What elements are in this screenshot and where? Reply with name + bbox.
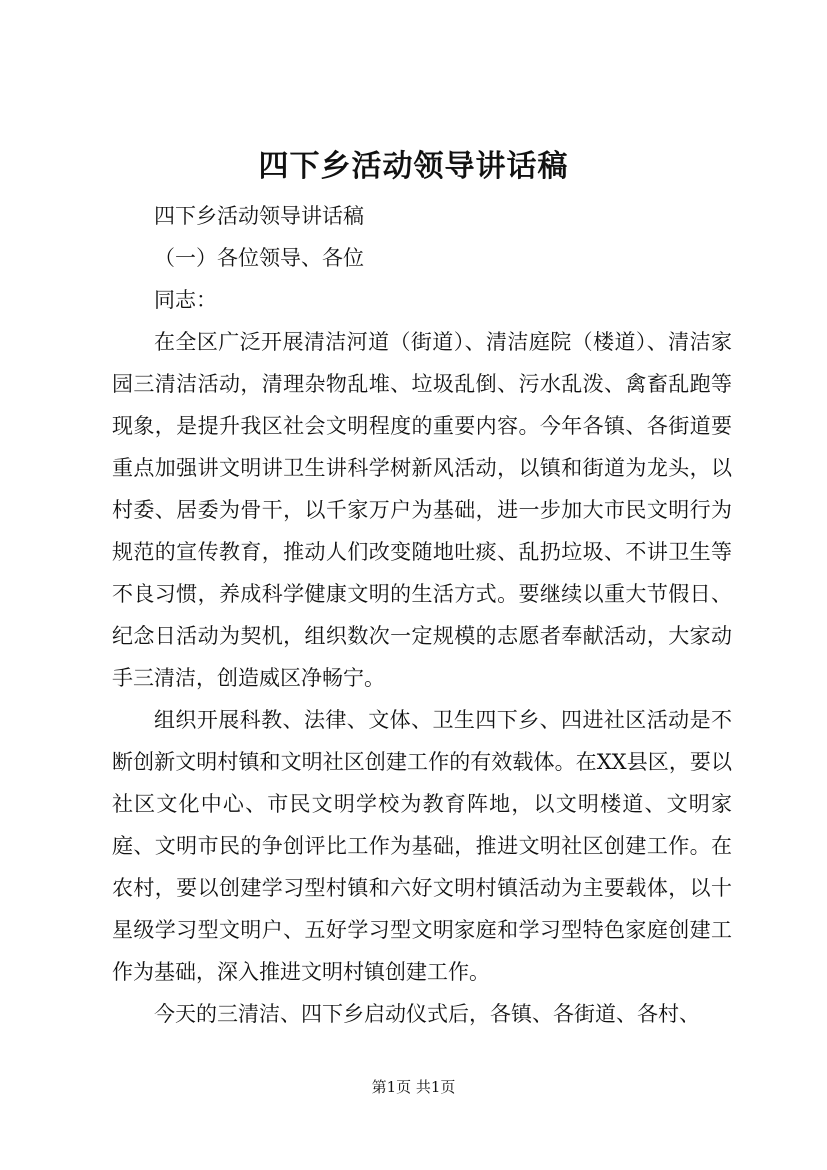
paragraph-body: 今天的三清洁、四下乡启动仪式后，各镇、各街道、各村、 xyxy=(154,1002,700,1026)
page-title: 四下乡活动领导讲话稿 xyxy=(258,149,569,184)
paragraph-body: 在全区广泛开展清洁河道（街道）、清洁庭院（楼道）、清洁家园三清洁活动，清理杂物乱堆、垃圾乱倒、污水乱泼、禽畜乱跑等现象，是提升我区社会文明程度的重要内容。今年各镇、各街道要重点加强讲文明讲卫生讲科学树新风活动，以镇和街道为龙头，以村委、居委为骨干，以千家万户为基础，进一步加大市民文明行为规范的宣传教育，推动人们改变随地吐痰、乱扔垃圾、不讲卫生等不良习惯，养成科学健康文明的生活方式。要继续以重大节假日、纪念日活动为契机，组织数次一定规模的志愿者奉献活动，大家动手三清洁，创造威区净畅宁。 xyxy=(112,330,732,690)
paragraph-salutation-end: 同志： xyxy=(154,288,217,312)
paragraph-body: 组织开展科教、法律、文体、卫生四下乡、四进社区活动是不断创新文明村镇和文明社区创建工作的有效载体。在XX县区，要以社区文化中心、市民文明学校为教育阵地，以文明楼道、文明家庭、文明市民的争创评比工作为基础，推进文明社区创建工作。在农村，要以创建学习型村镇和六好文明村镇活动为主要载体，以十星级学习型文明户、五好学习型文明家庭和学习型特色家庭创建工作为基础，深入推进文明村镇创建工作。 xyxy=(112,708,732,984)
paragraph-salutation: （一）各位领导、各位 xyxy=(154,246,364,270)
document-body xyxy=(112,195,732,1035)
paragraph-subtitle: 四下乡活动领导讲话稿 xyxy=(154,204,364,228)
page-footer: 第1页 共1页 xyxy=(371,1078,456,1096)
